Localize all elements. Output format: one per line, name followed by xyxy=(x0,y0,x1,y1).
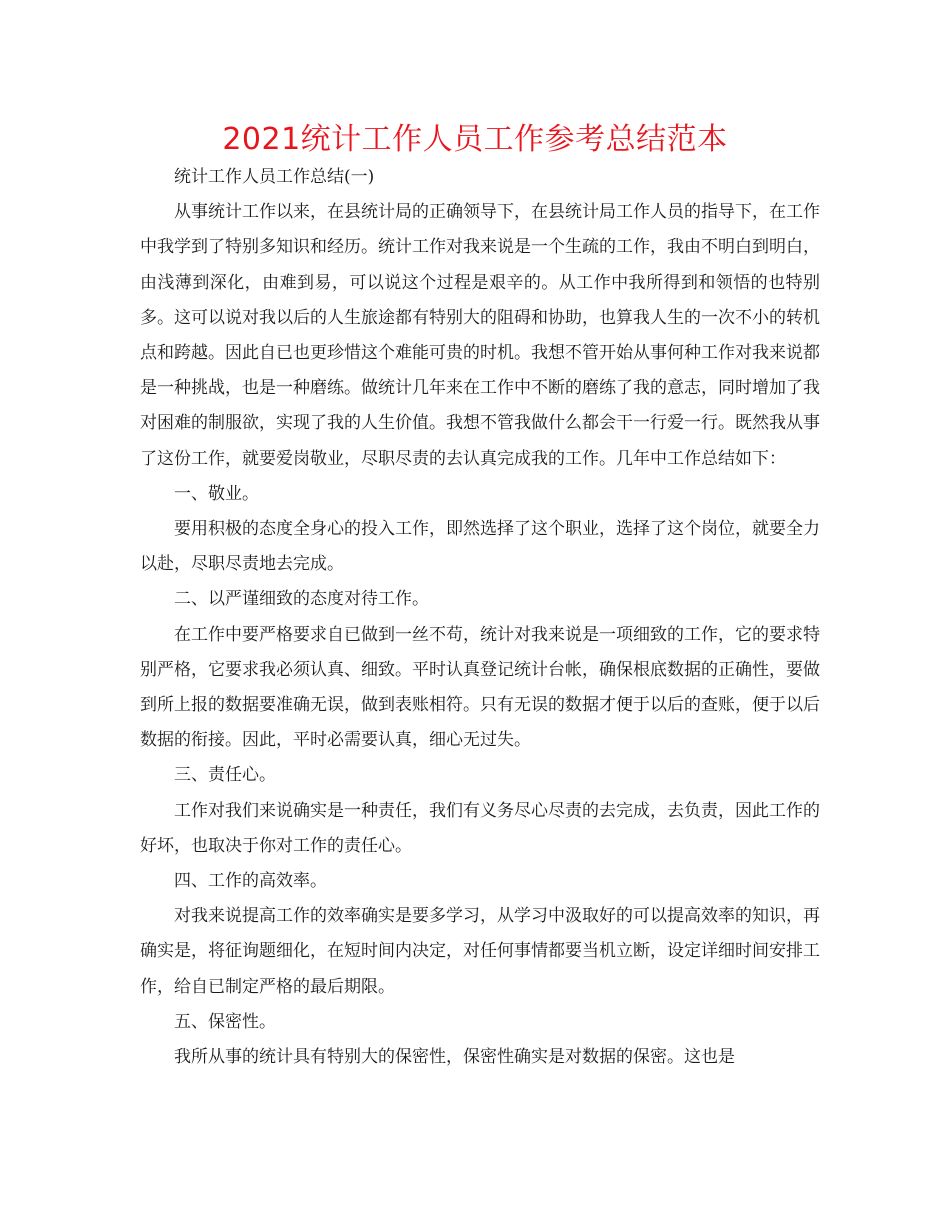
document-body xyxy=(140,160,820,1075)
body-paragraph: 工作对我们来说确实是一种责任，我们有义务尽心尽责的去完成，去负责，因此工作的好坏，也取决于你对工作的责任心。 xyxy=(140,800,820,856)
document-title: 2021统计工作人员工作参考总结范本 xyxy=(222,122,728,157)
subtitle-paragraph: 统计工作人员工作总结(一) xyxy=(174,167,375,187)
section-heading-confidentiality: 五、保密性。 xyxy=(174,1011,276,1032)
section-heading-rigor: 二、以严谨细致的态度对待工作。 xyxy=(174,589,429,610)
intro-paragraph: 从事统计工作以来，在县统计局的正确领导下，在县统计局工作人员的指导下，在工作中我学到了特别多知识和经历。统计工作对我来说是一个生疏的工作，我由不明白到明白，由浅薄到深化，由难到易，可以说这个过程是艰辛的。从工作中我所得到和领悟的也特别多。这可以说对我以后的人生旅途都有特别大的阻碍和协助，也算我人生的一次不小的转机点和跨越。因此自已也更珍惜这个难能可贵的时机。我想不管开始从事何种工作对我来说都是一种挑战，也是一种磨练。做统计几年来在工作中不断的磨练了我的意志，同时增加了我对困难的制服欲，实现了我的人生价值。我想不管我做什么都会干一行爱一行。既然我从事了这份工作，就要爱岗敬业，尽职尽责的去认真完成我的工作。几年中工作总结如下： xyxy=(140,202,820,469)
section-heading-dedication: 一、敬业。 xyxy=(174,483,259,504)
section-heading-responsibility: 三、责任心。 xyxy=(174,765,276,786)
body-paragraph: 我所从事的统计具有特别大的保密性，保密性确实是对数据的保密。这也是 xyxy=(174,1047,735,1068)
body-paragraph: 对我来说提高工作的效率确实是要多学习，从学习中汲取好的可以提高效率的知识，再确实是，将征询题细化，在短时间内决定，对任何事情都要当机立断，设定详细时间安排工作，给自已制定严格的最后期限。 xyxy=(140,906,820,997)
body-paragraph: 在工作中要严格要求自已做到一丝不苟，统计对我来说是一项细致的工作，它的要求特别严格，它要求我必须认真、细致。平时认真登记统计台帐，确保根底数据的正确性，要做到所上报的数据要准确无误，做到表账相符。只有无误的数据才便于以后的查账，便于以后数据的衔接。因此，平时必需要认真，细心无过失。 xyxy=(140,624,820,751)
body-paragraph: 要用积极的态度全身心的投入工作，即然选择了这个职业，选择了这个岗位，就要全力以赴，尽职尽责地去完成。 xyxy=(140,519,820,575)
section-heading-efficiency: 四、工作的高效率。 xyxy=(174,871,327,892)
